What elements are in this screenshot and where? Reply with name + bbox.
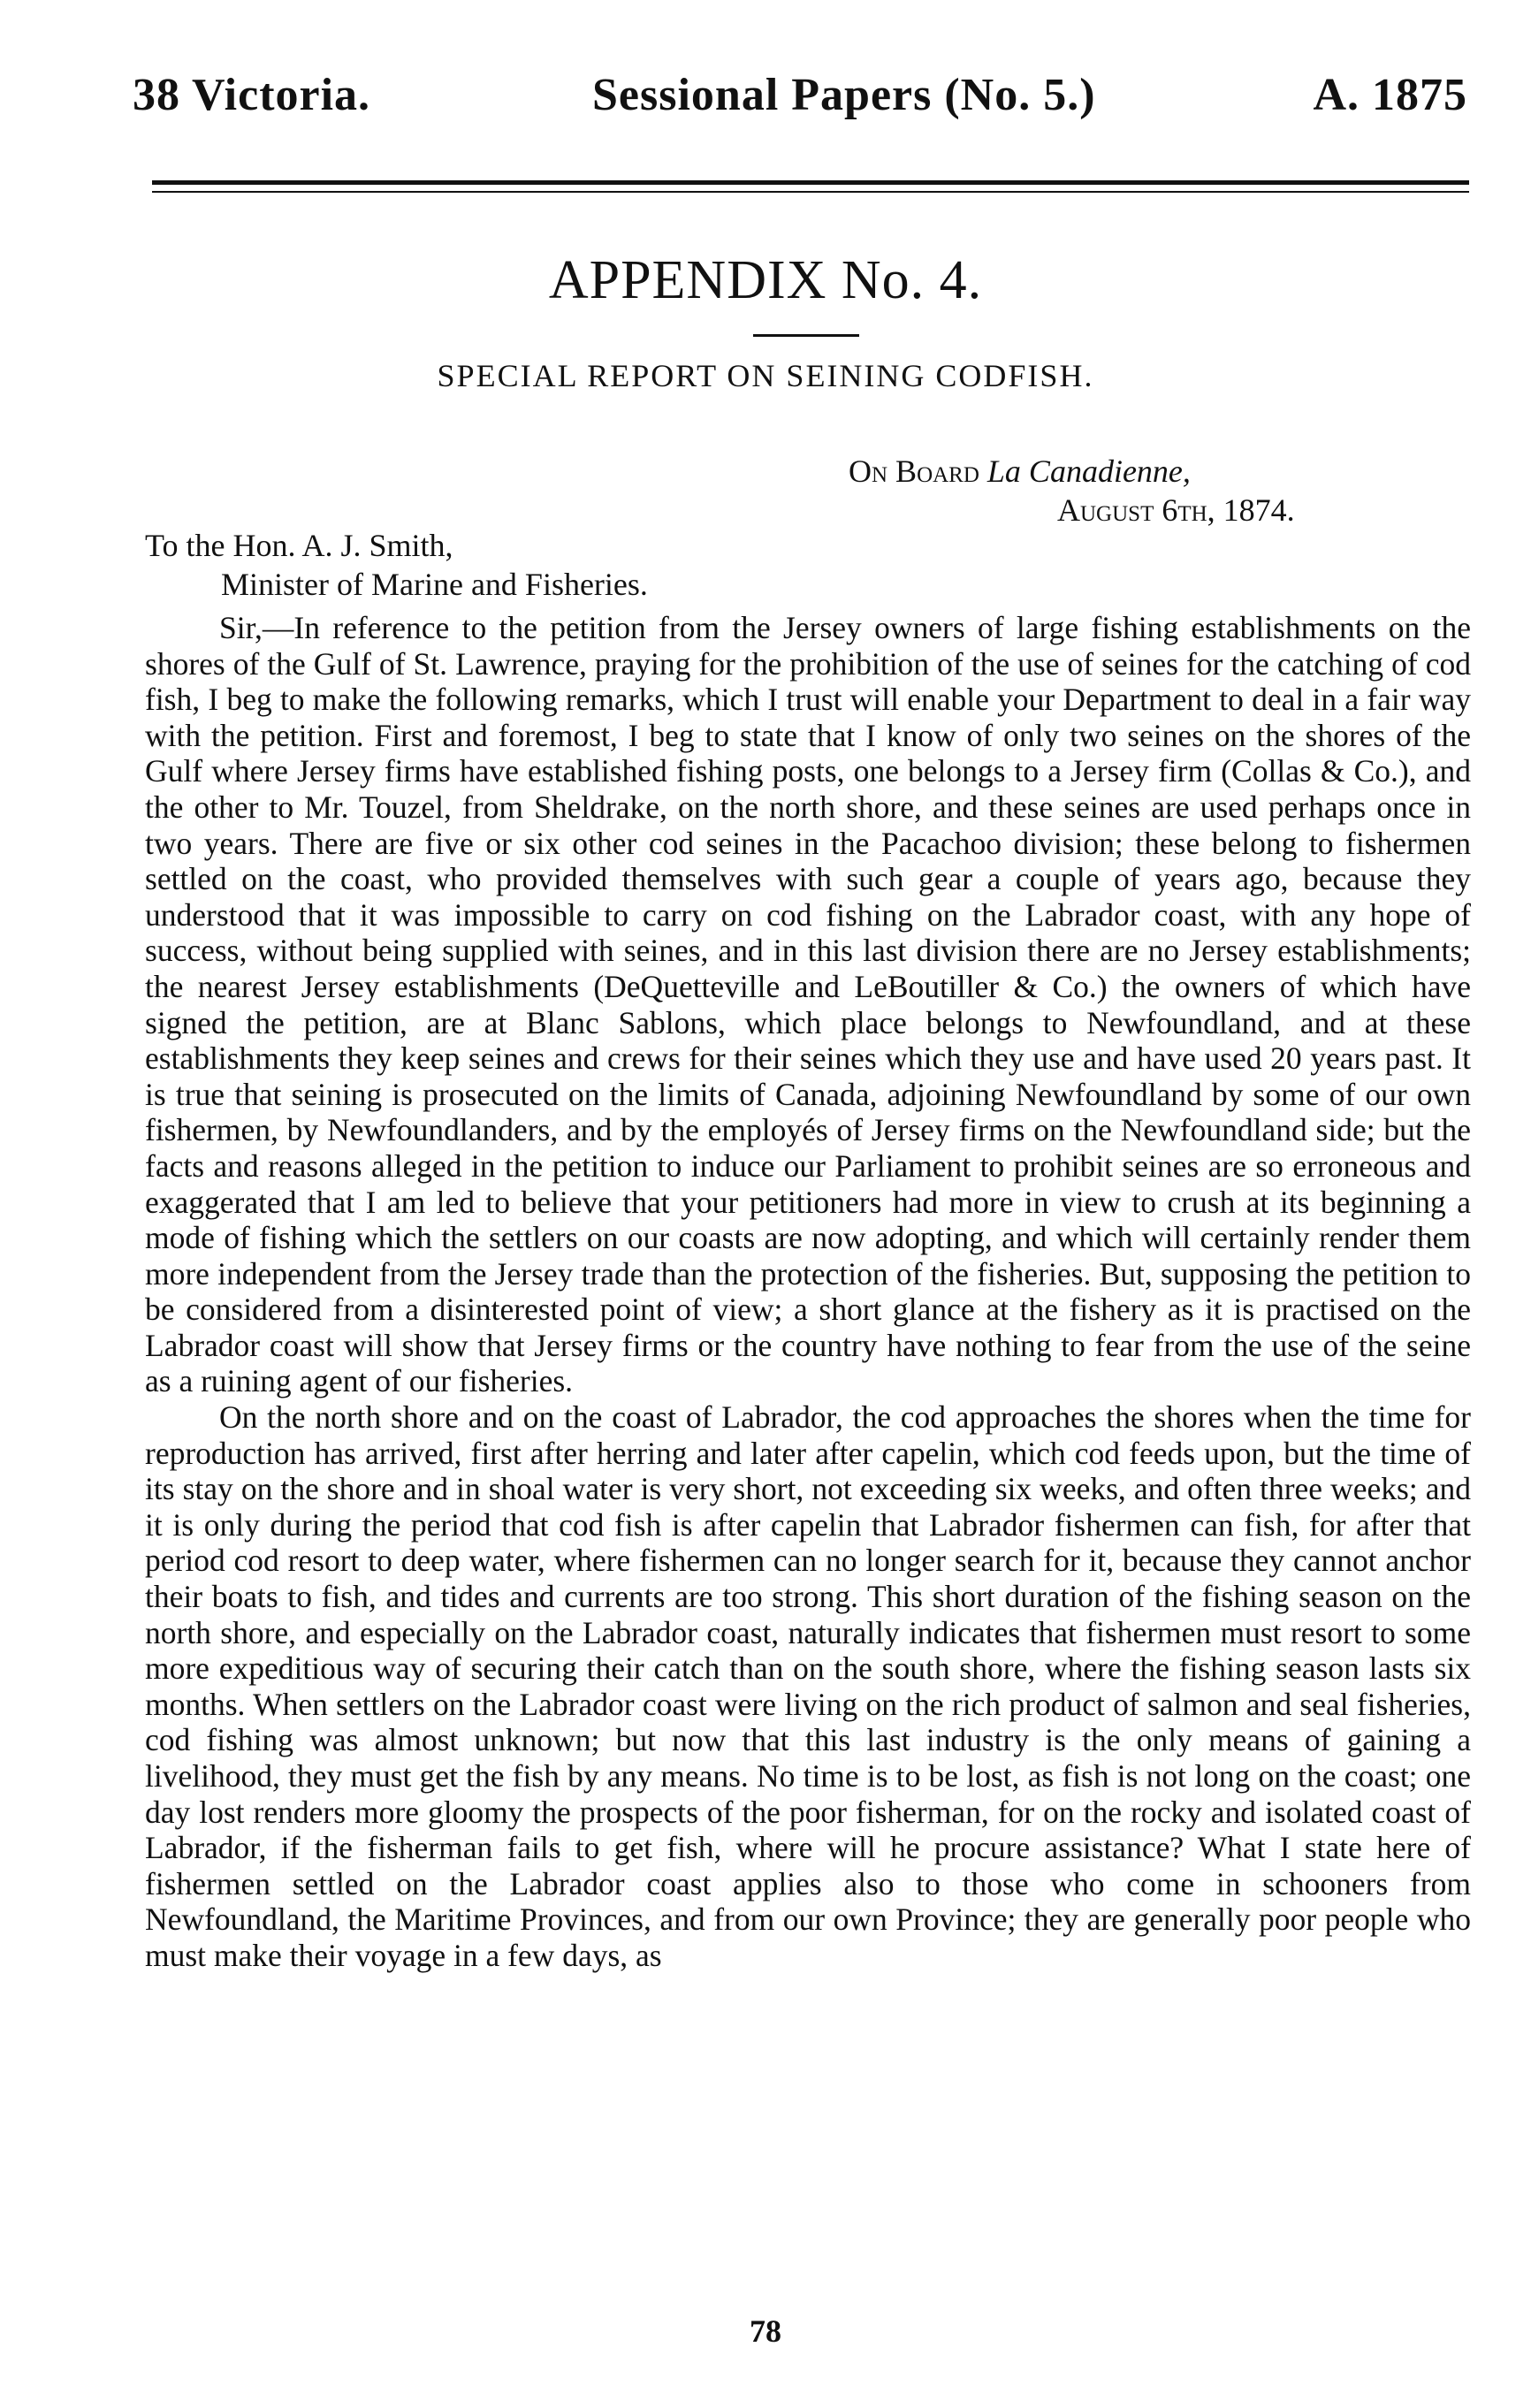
header-volume: 38 Victoria. (133, 70, 371, 120)
paragraph: Sir,—In reference to the petition from the Jersey owners of large fishing establishments on the shores of the Gulf of St. Lawrence, praying for the prohibition of the use of seines for the catching of cod fish, I beg to make the following remarks, which I trust will enable your Department to deal in a fair way with the petition. First and foremost, I beg to state that I know of only two seines on the shores of the Gulf where Jersey firms have established fishing posts, one belongs to a Jersey firm (Collas & Co.), and the other to Mr. Touzel, from Sheldrake, on the north shore, and these seines are used perhaps once in two years. There are five or six other cod seines in the Pacachoo division; these belong to fishermen settled on the coast, who provided themselves with such gear a couple of years ago, because they understood that it was impossible to carry on cod fishing on the Labrador coast, with any hope of success, without being supplied with seines, and in this last division there are no Jersey establishments; the nearest Jersey establishments (DeQuetteville and LeBoutiller & Co.) the owners of which have signed the petition, are at Blanc Sablons, which place belongs to Newfoundland, and at these establishments they keep seines and crews for their seines which they use and have used 20 years past. It is true that seining is prosecuted on the limits of Canada, adjoining Newfoundland by some of our own fishermen, by Newfoundlanders, and by the employés of Jersey firms on the Newfoundland side; but the facts and reasons alleged in the petition to induce our Parliament to prohibit seines are so erroneous and exaggerated that I am led to believe that your petitioners had more in view to crush at its beginning a mode of fishing which the settlers on our coasts are now adopting, and which will certainly render them more independent from the Jersey trade than the protection of the fisheries. But, supposing the petition to be considered from a disinterested point of view; a short glance at the fishery as it is practised on the Labrador coast will show that Jersey firms or the country have nothing to fear from the use of the seine as a ruining agent of our fisheries. (145, 610, 1471, 1399)
running-header (133, 69, 1467, 140)
title-divider (753, 334, 859, 337)
letter-date: August 6th, 1874. (1057, 492, 1295, 528)
header-year: A. 1875 (1313, 70, 1467, 120)
report-subtitle: SPECIAL REPORT ON SEINING CODFISH. (437, 358, 1094, 393)
location-prefix: On Board (849, 453, 979, 489)
page-number: 78 (750, 2313, 781, 2349)
addressee-line: To the Hon. A. J. Smith, (145, 528, 453, 563)
appendix-title: APPENDIX No. 4. (548, 250, 983, 310)
letter-location (849, 453, 1191, 490)
vessel-name: La Canadienne, (986, 453, 1191, 489)
header-rule-thin (152, 191, 1469, 193)
letter-body (145, 610, 1471, 1974)
header-sessional-papers: Sessional Papers (No. 5.) (592, 70, 1096, 120)
addressee-title: Minister of Marine and Fisheries. (221, 567, 648, 602)
header-rule-thick (152, 180, 1469, 185)
paragraph: On the north shore and on the coast of Labrador, the cod approaches the shores when the time for reproduction has arrived, first after herring and later after capelin, which cod feeds upon, but the time of its stay on the shore and in shoal water is very short, not exceeding six weeks, and often three weeks; and it is only during the period that cod fish is after capelin that Labrador fishermen can fish, for after that period cod resort to deep water, where fishermen can no longer search for it, because they cannot anchor their boats to fish, and tides and currents are too strong. This short duration of the fishing season on the north shore, and especially on the Labrador coast, naturally indicates that fishermen must resort to some more expeditious way of securing their catch than on the south shore, where the fishing season lasts six months. When settlers on the Labrador coast were living on the rich product of salmon and seal fisheries, cod fishing was almost unknown; but now that this last industry is the only means of gaining a livelihood, they must get the fish by any means. No time is to be lost, as fish is not long on the coast; one day lost renders more gloomy the prospects of the poor fisherman, for on the rocky and isolated coast of Labrador, if the fisherman fails to get fish, where will he procure assistance? What I state here of fishermen settled on the Labrador coast applies also to those who come in schooners from Newfoundland, the Maritime Provinces, and from our own Province; they are generally poor people who must make their voyage in a few days, as (145, 1399, 1471, 1973)
